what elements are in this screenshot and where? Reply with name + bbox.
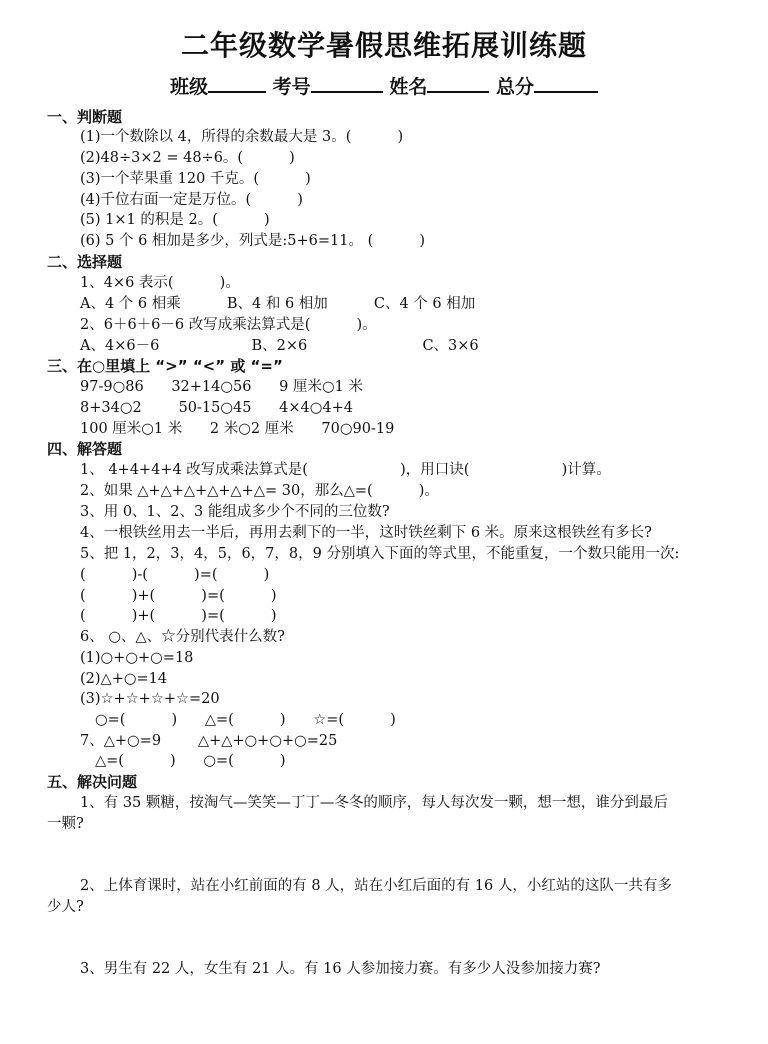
name-label: 姓名 bbox=[389, 76, 428, 98]
answer-blank-row: △=( ) ○=( ) bbox=[95, 753, 286, 769]
question-item: 3、男生有 22 人，女生有 21 人。有 16 人参加接力赛。有多少人没参加接力赛? bbox=[80, 961, 601, 977]
question-item: (3)一个苹果重 120 千克。( ) bbox=[80, 171, 311, 187]
section-heading-compare: 三、在○里填上 “>” “<” 或 “=” bbox=[47, 357, 283, 375]
section-heading-solve: 四、解答题 bbox=[47, 440, 123, 458]
equation-blank-row: ( )+( )=( ) bbox=[80, 608, 277, 624]
question-item: (6) 5 个 6 相加是多少，列式是:5+6=11。 ( ) bbox=[80, 233, 426, 249]
question-item: 1、4×6 表示( )。 bbox=[80, 275, 240, 291]
class-label: 班级 bbox=[170, 76, 209, 98]
number-blank[interactable] bbox=[311, 73, 383, 93]
student-info-row bbox=[0, 72, 768, 99]
question-item-continued: 一颗? bbox=[47, 816, 84, 832]
total-blank[interactable] bbox=[534, 73, 598, 93]
question-item: 2、上体育课时，站在小红前面的有 8 人，站在小红后面的有 16 人，小红站的这队一共有多 bbox=[80, 878, 672, 894]
section-heading-judge: 一、判断题 bbox=[47, 108, 123, 126]
question-item: (3)☆+☆+☆+☆=20 bbox=[80, 691, 220, 707]
answer-blank-row: ○=( ) △=( ) ☆=( ) bbox=[95, 712, 396, 728]
question-item: 2、6＋6＋6－6 改写成乘法算式是( )。 bbox=[80, 317, 377, 333]
question-options: A、4 个 6 相乘 B、4 和 6 相加 C、4 个 6 相加 bbox=[80, 296, 476, 312]
question-item: (2)48÷3×2 = 48÷6。( ) bbox=[80, 150, 295, 166]
question-item: 97-9○86 32+14○56 9 厘米○1 米 bbox=[80, 379, 363, 395]
question-item: 6、 ○、△、☆分别代表什么数? bbox=[80, 629, 285, 645]
section-heading-choice: 二、选择题 bbox=[47, 253, 123, 271]
question-item: 100 厘米○1 米 2 米○2 厘米 70○90-19 bbox=[80, 421, 395, 437]
question-item: 7、△+○=9 △+△+○+○+○=25 bbox=[80, 733, 338, 749]
question-item: 1、有 35 颗糖，按淘气—笑笑—丁丁—冬冬的顺序，每人每次发一颗，想一想，谁分到最后 bbox=[80, 795, 668, 811]
equation-blank-row: ( )+( )=( ) bbox=[80, 588, 277, 604]
section-heading-problems: 五、解决问题 bbox=[47, 773, 138, 791]
question-item: (1)○+○+○=18 bbox=[80, 650, 194, 666]
equation-blank-row: ( )-( )=( ) bbox=[80, 567, 270, 583]
question-item: 3、用 0、1、2、3 能组成多少个不同的三位数? bbox=[80, 504, 390, 520]
question-item: (2)△+○=14 bbox=[80, 671, 168, 687]
question-item: 5、把 1，2，3，4，5，6，7，8，9 分别填入下面的等式里，不能重复，一个数只能用一次: bbox=[80, 546, 680, 562]
total-label: 总分 bbox=[495, 76, 534, 98]
class-blank[interactable] bbox=[208, 73, 266, 93]
question-item: 2、如果 △+△+△+△+△+△= 30，那么△=( )。 bbox=[80, 483, 439, 499]
question-item: 4、一根铁丝用去一半后，再用去剩下的一半，这时铁丝剩下 6 米。原来这根铁丝有多长? bbox=[80, 525, 652, 541]
question-item: (1)一个数除以 4，所得的余数最大是 3。( ) bbox=[80, 129, 404, 145]
page-title: 二年级数学暑假思维拓展训练题 bbox=[180, 29, 587, 62]
number-label: 考号 bbox=[272, 76, 311, 98]
question-item: (4)千位右面一定是万位。( ) bbox=[80, 192, 303, 208]
question-item-continued: 少人? bbox=[47, 899, 84, 915]
question-options: A、4×6－6 B、2×6 C、3×6 bbox=[80, 338, 479, 354]
question-item: (5) 1×1 的积是 2。( ) bbox=[80, 212, 270, 228]
question-item: 8+34○2 50-15○45 4×4○4+4 bbox=[80, 400, 353, 416]
question-item: 1、 4+4+4+4 改写成乘法算式是( )，用口诀( )计算。 bbox=[80, 462, 611, 478]
name-blank[interactable] bbox=[427, 73, 489, 93]
